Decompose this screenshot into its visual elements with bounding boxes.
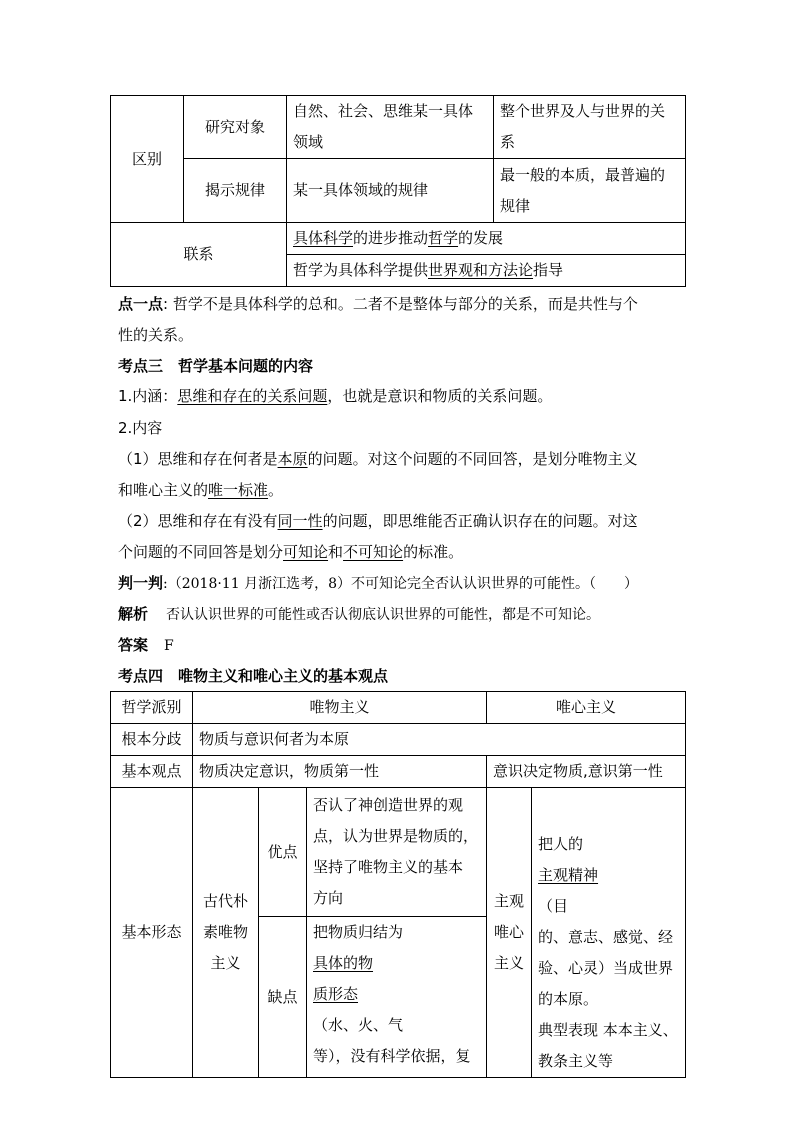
- underlined-term: 不可知论: [343, 543, 404, 561]
- text-line: 自然、社会、思维某一具体: [293, 102, 474, 120]
- underlined-term: 可知论: [283, 543, 329, 561]
- text: 把物质归结为: [313, 923, 404, 941]
- text-line: [313, 979, 480, 1041]
- daan-line: [118, 635, 174, 656]
- jiexi-label: 解析: [118, 605, 149, 623]
- text-line: 点，认为世界是物质的，: [313, 827, 479, 845]
- lianxi-row: [287, 255, 686, 287]
- text-line: 典型表现 本本主义、: [538, 1021, 678, 1039]
- text: 的问题，即思维能否正确认识存在的问题。对这: [322, 512, 638, 530]
- text: 个问题的不同回答是划分: [118, 543, 284, 561]
- text-line: 教条主义等: [538, 1052, 614, 1070]
- underlined-term: 哲学: [428, 229, 459, 247]
- jiexi-line: [118, 604, 600, 625]
- underlined-term: 具体科学: [293, 229, 354, 247]
- text-line: 素唯物: [202, 923, 248, 941]
- text: 和: [328, 543, 344, 561]
- quedian-text: [307, 917, 487, 1078]
- jiben-weiwu: 物质决定意识，物质第一性: [193, 756, 487, 788]
- text-line: 最一般的本质，最普遍的: [500, 165, 666, 184]
- text-line: [313, 917, 480, 979]
- text-line: 整个世界及人与世界的关: [500, 102, 666, 120]
- text-line: 主义: [494, 954, 525, 972]
- zhuguan-cell: [487, 788, 532, 1078]
- youdian-text: [307, 788, 487, 917]
- philosophy-cell: [494, 96, 686, 159]
- underlined-term: 具体的物: [313, 954, 374, 972]
- content-p1: [118, 449, 638, 469]
- gudai-cell: [193, 788, 259, 1078]
- text-line: 坚持了唯物主义的基本: [313, 858, 464, 876]
- content-p2: [118, 511, 638, 531]
- diandian-paragraph-cont: [118, 325, 193, 345]
- text: 性的关系。: [118, 326, 194, 344]
- text-line: 主义: [210, 954, 241, 972]
- philosophy-cell: [494, 159, 686, 223]
- diandian-label: 点一点: [118, 295, 164, 313]
- genben-value: 物质与意识何者为本原: [193, 724, 686, 756]
- text: 指导: [533, 261, 564, 279]
- text: 的标准。: [403, 543, 464, 561]
- text-line: 唯心: [494, 923, 525, 941]
- text-line: 的、意志、感觉、经: [538, 928, 674, 946]
- row-label: 研究对象: [184, 96, 287, 159]
- jiben-label: 基本观点: [111, 756, 193, 788]
- diandian-paragraph: [118, 294, 638, 314]
- kaodian3-title: 考点三 哲学基本问题的内容: [118, 357, 314, 375]
- text-line: 古代朴: [202, 892, 248, 910]
- jiben-weixin: 意识决定物质,意识第一性: [487, 756, 686, 788]
- science-cell: [287, 96, 494, 159]
- text: ，也就是意识和物质的关系问题。: [327, 387, 553, 405]
- text: （水、火、气: [313, 1016, 404, 1034]
- lianxi-row: [287, 223, 686, 255]
- zhuguan-text: [532, 788, 686, 1078]
- text: （2）思维和存在有没有: [118, 512, 278, 530]
- text: 的发展: [458, 229, 504, 247]
- youdian-label: 优点: [259, 788, 307, 917]
- text: 的进步推动: [353, 229, 429, 247]
- daan-label: 答案: [118, 636, 149, 654]
- neihan-line: [118, 386, 552, 406]
- text-line: 否认了神创造世界的观: [313, 796, 464, 814]
- text: （目: [538, 897, 569, 915]
- text: （1）思维和存在何者是: [118, 450, 278, 468]
- underlined-term: 世界观和方法论: [428, 261, 534, 279]
- text-line: 规律: [500, 196, 531, 215]
- underlined-term: 本原: [277, 450, 308, 468]
- text: 的问题。对这个问题的不同回答，是划分唯物主义: [307, 450, 638, 468]
- content-p1-cont: [118, 480, 283, 500]
- science-philosophy-table: [110, 95, 686, 287]
- qubie-label: 区别: [111, 96, 184, 223]
- text-line: 系: [500, 133, 516, 151]
- text-line: 主观: [494, 892, 525, 910]
- row-label: 揭示规律: [184, 159, 287, 223]
- text-line: 方向: [313, 889, 344, 907]
- text-line: 的本原。: [538, 990, 599, 1008]
- xingtai-label: 基本形态: [111, 788, 193, 1078]
- text: 和唯心主义的: [118, 481, 209, 499]
- materialism-idealism-table: [110, 691, 686, 1078]
- text: 否认认识世界的可能性或否认彻底认识世界的可能性，都是不可知论。: [166, 607, 601, 623]
- panyipan-line: [118, 573, 638, 594]
- genben-label: 根本分歧: [111, 724, 193, 756]
- header-weixin: 唯心主义: [487, 692, 686, 724]
- text: 1.内涵：: [118, 387, 178, 405]
- text-line: [538, 798, 679, 922]
- content-p2-cont: [118, 542, 463, 562]
- kaodian4-title: 考点四 唯物主义和唯心主义的基本观点: [118, 667, 389, 685]
- text: 哲学为具体科学提供: [293, 261, 429, 279]
- header-paibie: 哲学派别: [111, 692, 193, 724]
- text: 。: [268, 481, 284, 499]
- lianxi-label: 联系: [111, 223, 287, 287]
- science-cell: 某一具体领域的规律: [287, 159, 494, 223]
- text-line: 验、心灵）当成世界: [538, 959, 674, 977]
- neirong-heading: 2.内容: [118, 419, 163, 437]
- header-weiwu: 唯物主义: [193, 692, 487, 724]
- underlined-term: 唯一标准: [208, 481, 269, 499]
- text: : 哲学不是具体科学的总和。二者不是整体与部分的关系，而是共性与个: [163, 295, 638, 313]
- panyipan-label: 判一判: [118, 574, 164, 592]
- underlined-term: 主观精神: [538, 866, 599, 884]
- text: 把人的: [538, 835, 584, 853]
- text-line: 等），没有科学依据，复: [313, 1047, 471, 1065]
- underlined-term: 同一性: [277, 512, 323, 530]
- underlined-term: 质形态: [313, 985, 359, 1003]
- quedian-label: 缺点: [259, 917, 307, 1078]
- text: :（2018·11 月浙江选考，8）不可知论完全否认认识世界的可能性。（ ）: [163, 576, 638, 592]
- underlined-term: 思维和存在的关系问题: [177, 387, 328, 405]
- text: F: [164, 638, 174, 654]
- text-line: 领域: [293, 133, 324, 151]
